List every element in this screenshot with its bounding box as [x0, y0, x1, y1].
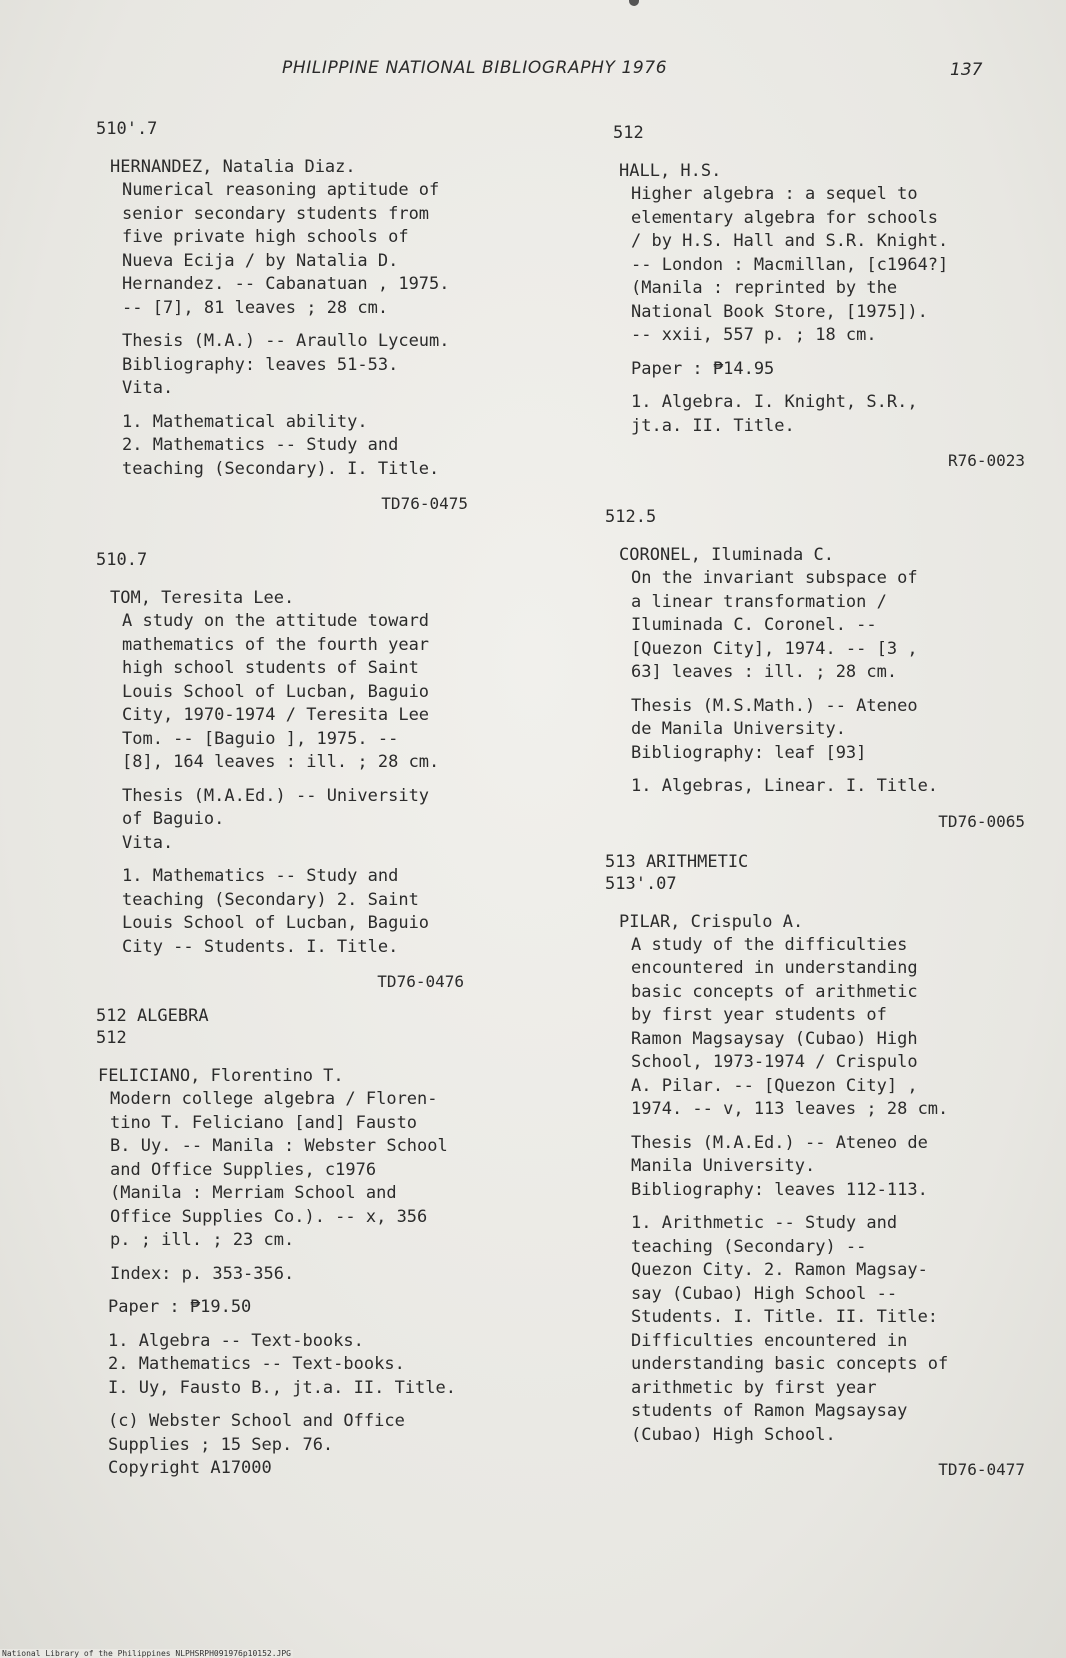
entry-tracings: 1. Arithmetic -- Study and teaching (Secondary) -- Quezon City. 2. Ramon Magsay- say (Cubao) High School -- Students. I. Title. II. Title: Difficulties encountered in understanding basic concepts of arithmetic by first year students of Ramon Magsaysay (Cubao) High School.	[631, 1213, 949, 1445]
entry-tracings: 1. Algebra -- Text-books. 2. Mathematics -- Text-books. I. Uy, Fausto B., jt.a. II. Title.	[108, 1330, 456, 1398]
entry-tracings: 1. Algebra. I. Knight, S.R., jt.a. II. Title.	[631, 392, 918, 436]
left-column	[96, 118, 526, 1481]
entry-copyright: (c) Webster School and Office Supplies ; 15 Sep. 76. Copyright A17000	[108, 1411, 405, 1478]
page-number: 137	[950, 60, 983, 80]
entry-notes: Thesis (M.A.Ed.) -- Ateneo de Manila University. Bibliography: leaves 112-113.	[631, 1132, 928, 1200]
entry-notes: Thesis (M.S.Math.) -- Ateneo de Manila University. Bibliography: leaf [93]	[631, 695, 918, 763]
entry-heading: HALL, H.S.	[619, 161, 722, 181]
right-column	[605, 122, 1035, 1481]
control-number: TD76-0476	[377, 972, 464, 991]
entry-heading: TOM, Teresita Lee.	[110, 588, 295, 608]
entry-description: On the invariant subspace of a linear transformation / Iluminada C. Coronel. -- [Quezon City], 1974. -- [3 , 63] leaves : ill. ; 28 cm.	[631, 568, 918, 682]
entry-tracings: 1. Mathematics -- Study and teaching (Secondary) 2. Saint Louis School of Lucban, Baguio City -- Students. I. Title.	[122, 866, 430, 957]
entry-heading: FELICIANO, Florentino T.	[98, 1066, 344, 1086]
class-number: 513'.07	[605, 873, 677, 894]
control-number: TD76-0477	[938, 1460, 1025, 1479]
entry-description: Modern college algebra / Floren- tino T. Feliciano [and] Fausto B. Uy. -- Manila : Webster School and Office Supplies, c1976 (Manila : Merriam School and Office Supplies Co.). -- x, 356 p. ; ill. ; 23 cm.	[110, 1089, 448, 1250]
class-number: 512.5	[605, 507, 657, 527]
entry-description: Higher algebra : a sequel to elementary algebra for schools / by H.S. Hall and S.R. Knight. -- London : Macmillan, [c1964?] (Manila : reprinted by the National Book Store, [1975]). -- xxii, 557 p. ; 18 cm.	[631, 184, 949, 345]
entry-notes: Index: p. 353-356.	[110, 1263, 295, 1284]
class-number: 512	[613, 123, 644, 143]
control-number: TD76-0475	[381, 494, 468, 513]
entry-tracings: 1. Mathematical ability. 2. Mathematics -- Study and teaching (Secondary). I. Title.	[122, 411, 440, 479]
entry-heading: PILAR, Crispulo A.	[619, 911, 804, 932]
class-number: 510.7	[96, 550, 148, 570]
class-number: 512	[96, 1028, 127, 1048]
catalog-entry	[96, 118, 526, 515]
section-heading: 512 ALGEBRA	[96, 1006, 209, 1026]
class-number: 510'.7	[96, 119, 158, 139]
catalog-entry	[96, 1005, 526, 1481]
catalog-entry	[605, 506, 1035, 833]
entry-heading: CORONEL, Iluminada C.	[619, 545, 834, 565]
entry-tracings: 1. Algebras, Linear. I. Title.	[631, 776, 939, 796]
catalog-entry	[605, 122, 1035, 472]
page-mark	[629, 0, 639, 6]
entry-price: Paper : ₱14.95	[631, 358, 775, 379]
entry-notes: Thesis (M.A.Ed.) -- University of Baguio. Vita.	[122, 785, 430, 853]
entry-heading: HERNANDEZ, Natalia Diaz.	[110, 157, 356, 177]
entry-description: Numerical reasoning aptitude of senior secondary students from five private high schools of Nueva Ecija / by Natalia D. Hernandez. -- Cabanatuan , 1975. -- [7], 81 leaves ; 28 cm.	[122, 180, 450, 318]
section-heading: 513 ARITHMETIC	[605, 851, 749, 872]
running-title: PHILIPPINE NATIONAL BIBLIOGRAPHY 1976	[282, 58, 668, 78]
control-number: R76-0023	[947, 451, 1025, 470]
entry-description: A study on the attitude toward mathematics of the fourth year high school students of Saint Louis School of Lucban, Baguio City, 1970-1974 / Teresita Lee Tom. -- [Baguio ], 1975. -- [8], 164 leaves : ill. ; 28 cm.	[122, 611, 440, 772]
entry-description: A study of the difficulties encountered in understanding basic concepts of arithmetic by first year students of Ramon Magsaysay (Cubao) High School, 1973-1974 / Crispulo A. Pilar. -- [Quezon City] , 1974. -- v, 113 leaves ; 28 cm.	[631, 934, 949, 1119]
catalog-entry	[96, 549, 526, 993]
scan-footer: National Library of the Philippines NLPHSRPH091976p10152.JPG	[2, 1649, 291, 1658]
catalog-entry	[605, 851, 1035, 1482]
entry-price: Paper : ₱19.50	[108, 1297, 252, 1317]
control-number: TD76-0065	[938, 811, 1025, 831]
entry-notes: Thesis (M.A.) -- Araullo Lyceum. Bibliography: leaves 51-53. Vita.	[122, 331, 450, 398]
